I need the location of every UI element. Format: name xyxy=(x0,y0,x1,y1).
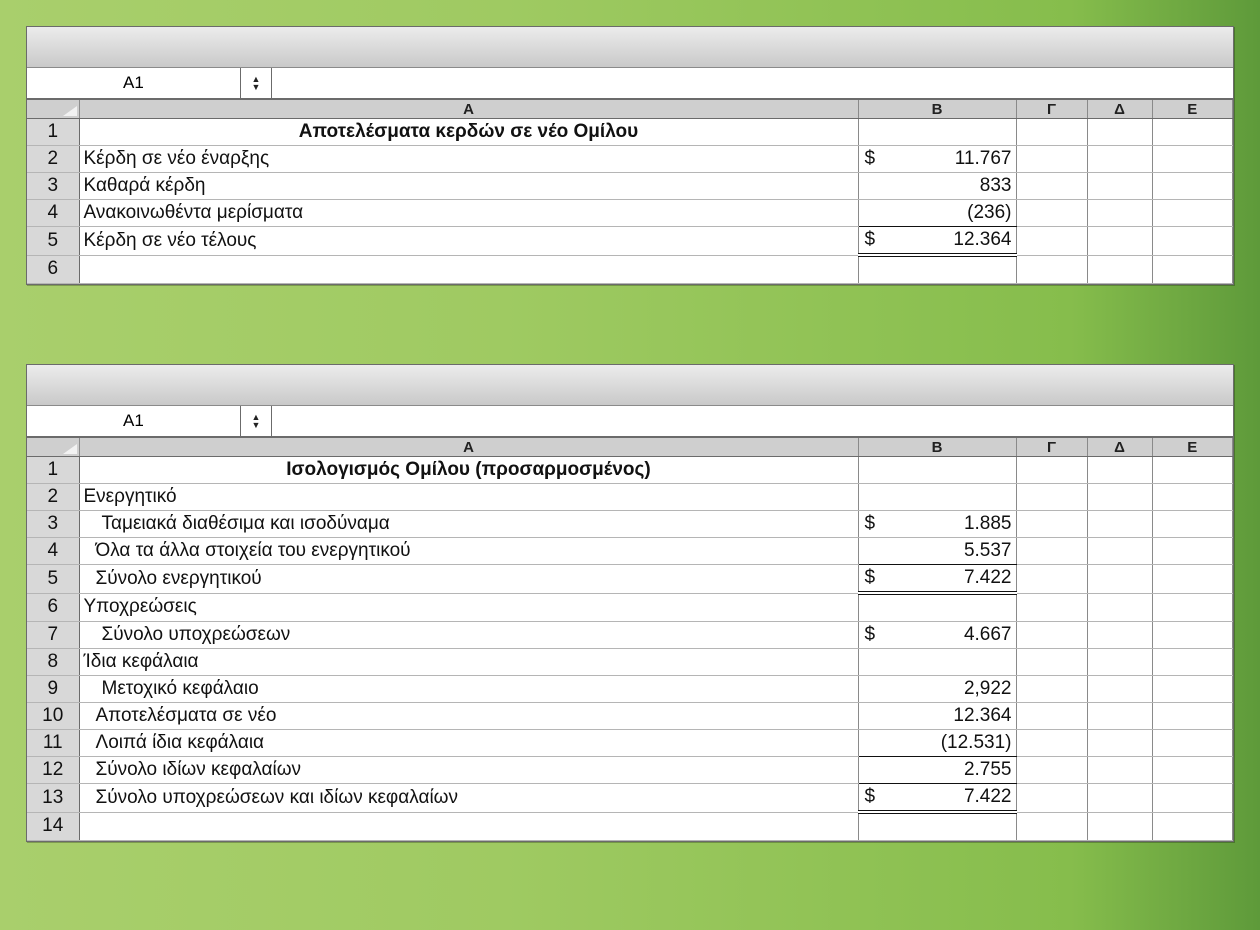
select-all-corner[interactable] xyxy=(27,438,79,457)
amount-value: 12.364 xyxy=(953,229,1012,250)
amount-cell[interactable] xyxy=(858,565,1016,594)
row-number[interactable]: 1 xyxy=(27,457,79,484)
amount-value: (236) xyxy=(967,202,1012,223)
spreadsheet-grid xyxy=(27,438,1233,841)
row-number[interactable]: 13 xyxy=(27,784,79,813)
formula-bar xyxy=(27,406,1233,438)
cell-d[interactable] xyxy=(1087,593,1152,622)
amount-cell[interactable] xyxy=(858,227,1016,256)
amount-cell[interactable] xyxy=(858,757,1016,784)
amount-value: 5.537 xyxy=(963,540,1012,561)
balance-sheet xyxy=(26,364,1234,842)
retained-earnings-sheet xyxy=(26,26,1234,285)
cell-d[interactable] xyxy=(1087,173,1152,200)
column-header-c[interactable]: Γ xyxy=(1016,100,1087,119)
column-header-a[interactable]: A xyxy=(79,100,858,119)
cell-d[interactable] xyxy=(1087,227,1152,256)
cell-c[interactable] xyxy=(1016,703,1087,730)
amount-cell[interactable] xyxy=(858,255,1016,284)
table-row xyxy=(27,119,1233,146)
cell-c[interactable] xyxy=(1016,227,1087,256)
cell-d[interactable] xyxy=(1087,676,1152,703)
table-row xyxy=(27,784,1233,813)
row-number[interactable]: 6 xyxy=(27,593,79,622)
row-number[interactable]: 10 xyxy=(27,703,79,730)
label-cell[interactable]: Σύνολο υποχρεώσεων και ιδίων κεφαλαίων xyxy=(79,784,858,813)
table-row xyxy=(27,649,1233,676)
amount-cell[interactable] xyxy=(858,484,1016,511)
cell-d[interactable] xyxy=(1087,565,1152,594)
amount-cell[interactable] xyxy=(858,649,1016,676)
cell-d[interactable] xyxy=(1087,511,1152,538)
amount-cell[interactable] xyxy=(858,676,1016,703)
column-header-e[interactable]: Ε xyxy=(1152,438,1233,457)
column-header-d[interactable]: Δ xyxy=(1087,438,1152,457)
cell-e[interactable] xyxy=(1152,457,1233,484)
cell-c[interactable] xyxy=(1016,255,1087,284)
amount-cell[interactable] xyxy=(858,593,1016,622)
label-cell[interactable]: Λοιπά ίδια κεφάλαια xyxy=(79,730,858,757)
cell-e[interactable] xyxy=(1152,484,1233,511)
amount-value: 7.422 xyxy=(963,786,1012,807)
amount-value: 4.667 xyxy=(963,624,1012,645)
amount-cell[interactable] xyxy=(858,511,1016,538)
cell-e[interactable] xyxy=(1152,173,1233,200)
cell-e[interactable] xyxy=(1152,565,1233,594)
cell-c[interactable] xyxy=(1016,649,1087,676)
row-number[interactable]: 9 xyxy=(27,676,79,703)
table-row xyxy=(27,676,1233,703)
row-number[interactable]: 6 xyxy=(27,255,79,284)
cell-c[interactable] xyxy=(1016,757,1087,784)
column-header-b[interactable]: B xyxy=(858,100,1016,119)
label-cell[interactable]: Μετοχικό κεφάλαιο xyxy=(79,676,858,703)
row-number[interactable]: 7 xyxy=(27,622,79,649)
table-row xyxy=(27,457,1233,484)
sheet-title-cell[interactable]: Αποτελέσματα κερδών σε νέο Ομίλου xyxy=(79,119,858,146)
amount-cell[interactable] xyxy=(858,173,1016,200)
label-cell[interactable]: Αποτελέσματα σε νέο xyxy=(79,703,858,730)
cell-c[interactable] xyxy=(1016,565,1087,594)
amount-cell[interactable] xyxy=(858,457,1016,484)
cell-d[interactable] xyxy=(1087,730,1152,757)
cell-b[interactable] xyxy=(858,119,1016,146)
label-cell[interactable]: Ανακοινωθέντα μερίσματα xyxy=(79,200,858,227)
cell-c[interactable] xyxy=(1016,812,1087,841)
label-cell[interactable]: Κέρδη σε νέο έναρξης xyxy=(79,146,858,173)
column-header-row xyxy=(27,438,1233,457)
cell-c[interactable] xyxy=(1016,730,1087,757)
formula-bar xyxy=(27,68,1233,100)
row-number[interactable]: 5 xyxy=(27,227,79,256)
row-number[interactable]: 12 xyxy=(27,757,79,784)
label-cell[interactable]: Ταμειακά διαθέσιμα και ισοδύναμα xyxy=(79,511,858,538)
cell-e[interactable] xyxy=(1152,227,1233,256)
formula-input[interactable] xyxy=(272,68,1233,98)
table-row xyxy=(27,622,1233,649)
currency-symbol: $ xyxy=(864,148,876,169)
cell-c[interactable] xyxy=(1016,593,1087,622)
row-number[interactable]: 5 xyxy=(27,565,79,594)
name-box-stepper-icon[interactable]: ▲ ▼ xyxy=(241,406,272,436)
cell-e[interactable] xyxy=(1152,200,1233,227)
cell-c[interactable] xyxy=(1016,511,1087,538)
column-header-c[interactable]: Γ xyxy=(1016,438,1087,457)
cell-d[interactable] xyxy=(1087,812,1152,841)
cell-e[interactable] xyxy=(1152,812,1233,841)
cell-d[interactable] xyxy=(1087,649,1152,676)
cell-e[interactable] xyxy=(1152,146,1233,173)
row-number[interactable]: 14 xyxy=(27,812,79,841)
cell-d[interactable] xyxy=(1087,484,1152,511)
amount-cell[interactable] xyxy=(858,730,1016,757)
cell-c[interactable] xyxy=(1016,622,1087,649)
row-number[interactable]: 11 xyxy=(27,730,79,757)
cell-c[interactable] xyxy=(1016,146,1087,173)
amount-value: 7.422 xyxy=(963,567,1012,588)
sheet-title-cell[interactable]: Ισολογισμός Ομίλου (προσαρμοσμένος) xyxy=(79,457,858,484)
cell-e[interactable] xyxy=(1152,730,1233,757)
cell-c[interactable] xyxy=(1016,200,1087,227)
row-number[interactable]: 4 xyxy=(27,200,79,227)
cell-d[interactable] xyxy=(1087,538,1152,565)
column-header-d[interactable]: Δ xyxy=(1087,100,1152,119)
cell-e[interactable] xyxy=(1152,511,1233,538)
table-row xyxy=(27,484,1233,511)
table-row xyxy=(27,173,1233,200)
cell-c[interactable] xyxy=(1016,457,1087,484)
table-row xyxy=(27,593,1233,622)
cell-e[interactable] xyxy=(1152,649,1233,676)
table-row xyxy=(27,703,1233,730)
cell-e[interactable] xyxy=(1152,784,1233,813)
currency-symbol: $ xyxy=(864,229,876,250)
amount-cell[interactable] xyxy=(858,622,1016,649)
label-cell[interactable] xyxy=(79,812,858,841)
select-all-corner[interactable] xyxy=(27,100,79,119)
row-number[interactable]: 1 xyxy=(27,119,79,146)
table-row xyxy=(27,538,1233,565)
amount-cell[interactable] xyxy=(858,146,1016,173)
label-cell[interactable] xyxy=(79,255,858,284)
currency-symbol: $ xyxy=(864,624,876,645)
currency-symbol: $ xyxy=(864,513,876,534)
table-row xyxy=(27,200,1233,227)
name-box[interactable]: A1 xyxy=(27,68,241,98)
amount-value: 2.755 xyxy=(963,759,1012,780)
cell-d[interactable] xyxy=(1087,200,1152,227)
table-row xyxy=(27,757,1233,784)
table-row xyxy=(27,511,1233,538)
cell-e[interactable] xyxy=(1152,703,1233,730)
label-cell[interactable]: Υποχρεώσεις xyxy=(79,593,858,622)
column-header-b[interactable]: B xyxy=(858,438,1016,457)
name-box[interactable]: A1 xyxy=(27,406,241,436)
cell-e[interactable] xyxy=(1152,622,1233,649)
amount-value: (12.531) xyxy=(940,732,1012,753)
amount-cell[interactable] xyxy=(858,538,1016,565)
label-cell[interactable]: Κέρδη σε νέο τέλους xyxy=(79,227,858,256)
formula-input[interactable] xyxy=(272,406,1233,436)
window-titlebar[interactable] xyxy=(27,27,1233,68)
amount-value: 1.885 xyxy=(963,513,1012,534)
cell-e[interactable] xyxy=(1152,255,1233,284)
column-header-e[interactable]: Ε xyxy=(1152,100,1233,119)
currency-symbol: $ xyxy=(864,786,876,807)
cell-e[interactable] xyxy=(1152,676,1233,703)
table-row xyxy=(27,730,1233,757)
label-cell[interactable]: Καθαρά κέρδη xyxy=(79,173,858,200)
cell-c[interactable] xyxy=(1016,784,1087,813)
cell-d[interactable] xyxy=(1087,457,1152,484)
amount-value: 2,922 xyxy=(963,678,1012,699)
row-number[interactable]: 2 xyxy=(27,484,79,511)
cell-d[interactable] xyxy=(1087,703,1152,730)
amount-value: 12.364 xyxy=(953,705,1012,726)
currency-symbol: $ xyxy=(864,567,876,588)
label-cell[interactable]: Σύνολο ενεργητικού xyxy=(79,565,858,594)
table-row xyxy=(27,227,1233,256)
name-box-stepper-icon[interactable]: ▲ ▼ xyxy=(241,68,272,98)
cell-d[interactable] xyxy=(1087,255,1152,284)
cell-e[interactable] xyxy=(1152,593,1233,622)
table-row xyxy=(27,812,1233,841)
table-row xyxy=(27,565,1233,594)
row-number[interactable]: 8 xyxy=(27,649,79,676)
cell-c[interactable] xyxy=(1016,119,1087,146)
cell-c[interactable] xyxy=(1016,484,1087,511)
cell-d[interactable] xyxy=(1087,146,1152,173)
table-row xyxy=(27,146,1233,173)
cell-d[interactable] xyxy=(1087,119,1152,146)
cell-c[interactable] xyxy=(1016,538,1087,565)
amount-cell[interactable] xyxy=(858,703,1016,730)
cell-e[interactable] xyxy=(1152,538,1233,565)
table-row xyxy=(27,255,1233,284)
window-titlebar[interactable] xyxy=(27,365,1233,406)
row-number[interactable]: 4 xyxy=(27,538,79,565)
column-header-a[interactable]: A xyxy=(79,438,858,457)
row-number[interactable]: 2 xyxy=(27,146,79,173)
label-cell[interactable]: Όλα τα άλλα στοιχεία του ενεργητικού xyxy=(79,538,858,565)
cell-c[interactable] xyxy=(1016,676,1087,703)
label-cell[interactable]: Ίδια κεφάλαια xyxy=(79,649,858,676)
row-number[interactable]: 3 xyxy=(27,173,79,200)
amount-cell[interactable] xyxy=(858,200,1016,227)
row-number[interactable]: 3 xyxy=(27,511,79,538)
label-cell[interactable]: Ενεργητικό xyxy=(79,484,858,511)
cell-c[interactable] xyxy=(1016,173,1087,200)
column-header-row xyxy=(27,100,1233,119)
amount-value: 833 xyxy=(979,175,1012,196)
label-cell[interactable]: Σύνολο υποχρεώσεων xyxy=(79,622,858,649)
cell-e[interactable] xyxy=(1152,757,1233,784)
amount-cell[interactable] xyxy=(858,784,1016,813)
cell-e[interactable] xyxy=(1152,119,1233,146)
cell-d[interactable] xyxy=(1087,784,1152,813)
cell-d[interactable] xyxy=(1087,757,1152,784)
amount-cell[interactable] xyxy=(858,812,1016,841)
cell-d[interactable] xyxy=(1087,622,1152,649)
amount-value: 11.767 xyxy=(954,148,1012,169)
label-cell[interactable]: Σύνολο ιδίων κεφαλαίων xyxy=(79,757,858,784)
spreadsheet-grid xyxy=(27,100,1233,284)
